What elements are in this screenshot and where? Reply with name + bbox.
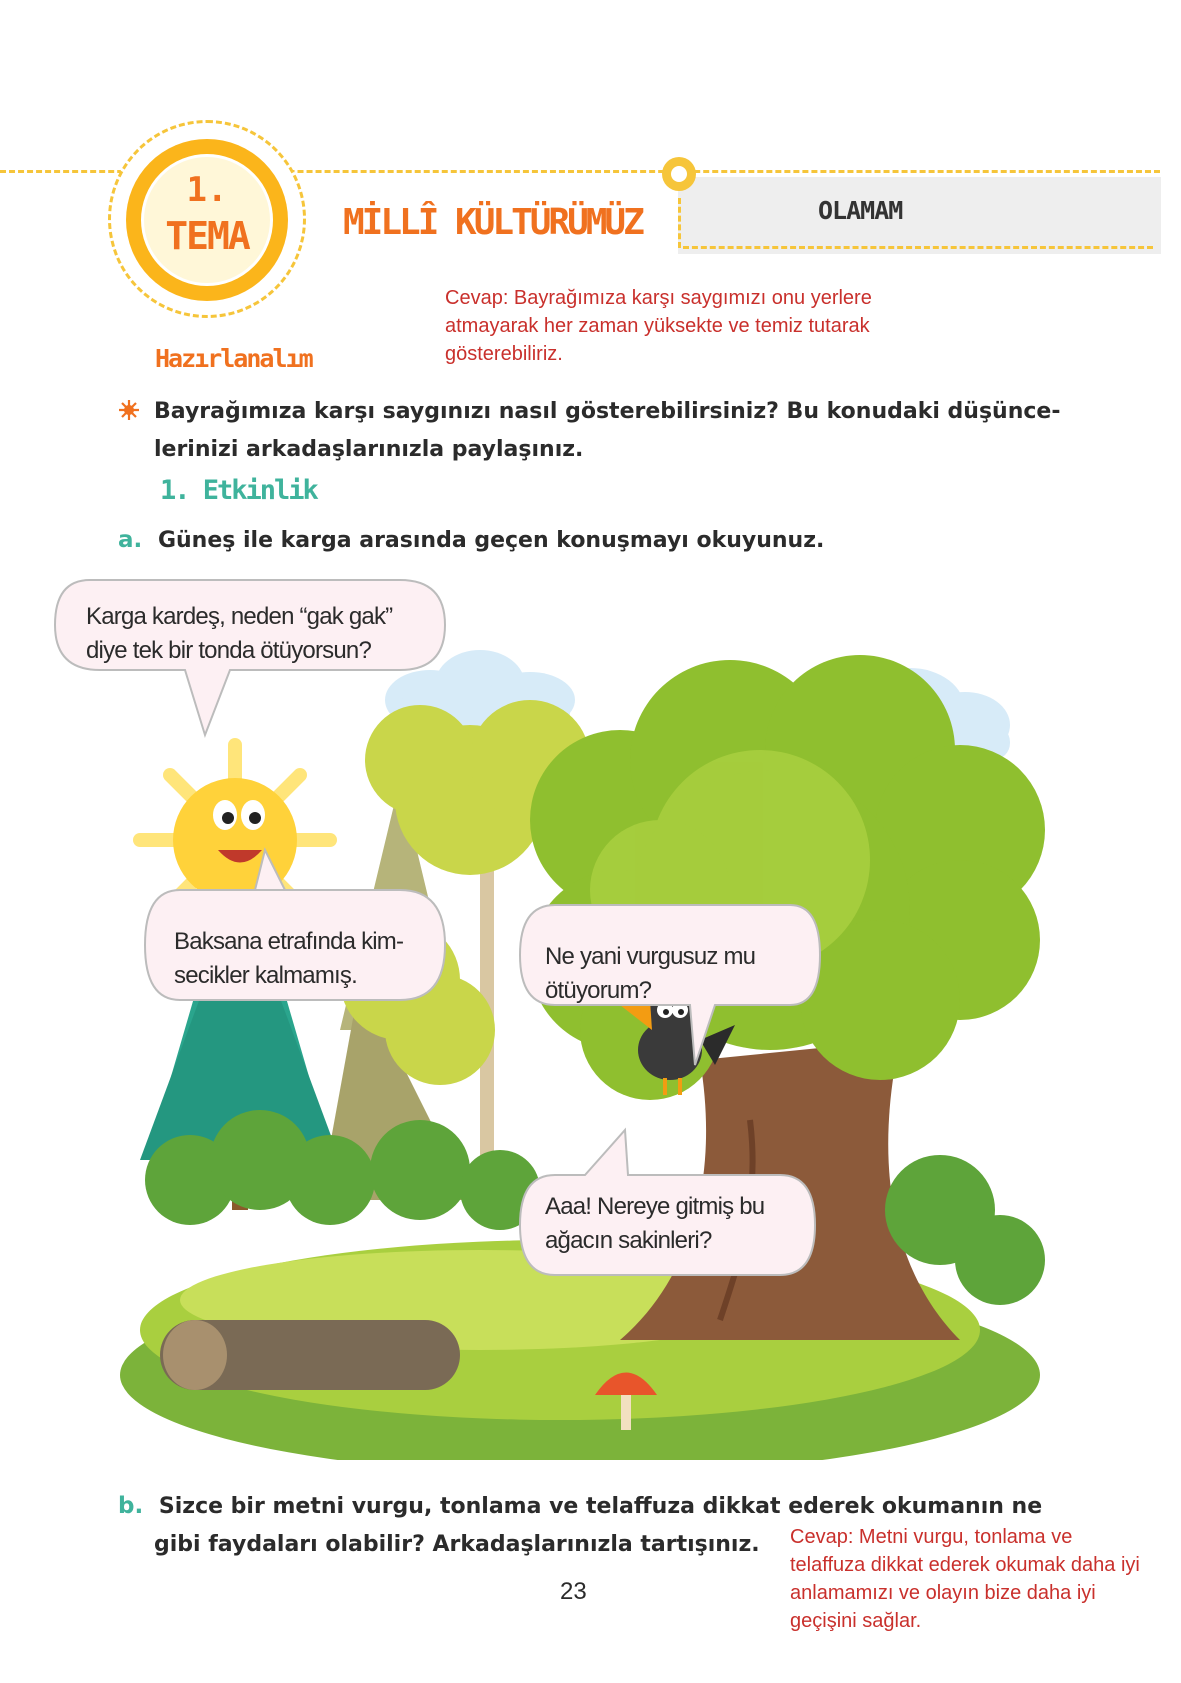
- bubble-line: diye tek bir tonda ötüyorsun?: [86, 637, 371, 664]
- theme-label: TEMA: [165, 214, 249, 258]
- answer-2-line: geçişini sağlar.: [790, 1610, 922, 1632]
- bubble-line: Aaa! Nereye gitmiş bu: [545, 1193, 765, 1220]
- question-line: lerinizi arkadaşlarınızla paylaşınız.: [154, 437, 584, 462]
- story-title: OLAMAM: [818, 196, 903, 225]
- answer-2-line: telaffuza dikkat ederek okumak daha iyi: [790, 1554, 1140, 1576]
- bubble-line: Baksana etrafında kim-: [174, 928, 404, 955]
- bubble-sun-1-text: [86, 600, 392, 668]
- item-a-text: Güneş ile karga arasında geçen konuşmayı okuyunuz.: [157, 528, 825, 553]
- theme-number: 1.: [186, 170, 228, 210]
- answer-2: [790, 1523, 1140, 1635]
- pin-hole: [671, 166, 687, 182]
- theme-title: MİLLÎ KÜLTÜRÜMÜZ: [343, 202, 642, 243]
- story-title-box: [678, 177, 1161, 254]
- sun-bullet-icon: [118, 399, 140, 421]
- item-b-marker: b.: [118, 1493, 144, 1519]
- story-title-box-side: [678, 198, 681, 248]
- answer-2-line: Cevap: Metni vurgu, tonlama ve: [790, 1526, 1073, 1548]
- question-line: Bayrağımıza karşı saygınızı nasıl gösterebilirsiniz? Bu konudaki düşünce-: [154, 399, 1061, 424]
- bubble-crow-2-text: [545, 1190, 764, 1258]
- bubble-line: ağacın sakinleri?: [545, 1227, 712, 1254]
- answer-1-line: Cevap: Bayrağımıza karşı saygımızı onu yerlere: [445, 287, 872, 309]
- bubble-line: Ne yani vurgusuz mu: [545, 943, 756, 970]
- item-a-marker: a.: [118, 527, 143, 553]
- story-title-box-dash: [683, 246, 1153, 249]
- answer-1-line: gösterebiliriz.: [445, 343, 563, 365]
- page-number: 23: [560, 1578, 587, 1605]
- item-b-line: [118, 1487, 1042, 1526]
- bubble-line: ötüyorum?: [545, 977, 652, 1004]
- answer-1: [445, 284, 872, 368]
- bubble-sun-2-text: [174, 925, 403, 993]
- forest-illustration: [0, 560, 1181, 1460]
- item-a: [118, 521, 824, 560]
- bubble-line: Karga kardeş, neden “gak gak”: [86, 603, 393, 630]
- preparation-question: [154, 393, 1060, 469]
- bubble-crow-1-text: [545, 940, 755, 1008]
- answer-2-line: anlamamızı ve olayın bize daha iyi: [790, 1582, 1096, 1604]
- item-b-line: gibi faydaları olabilir? Arkadaşlarınızla tartışınız.: [154, 1532, 760, 1557]
- item-b-text: Sizce bir metni vurgu, tonlama ve telaffuza dikkat ederek okumanın ne: [158, 1494, 1043, 1519]
- answer-1-line: atmayarak her zaman yüksekte ve temiz tutarak: [445, 315, 870, 337]
- activity-title: 1. Etkinlik: [160, 475, 317, 506]
- section-heading: Hazırlanalım: [155, 344, 312, 373]
- bubble-line: secikler kalmamış.: [174, 962, 357, 989]
